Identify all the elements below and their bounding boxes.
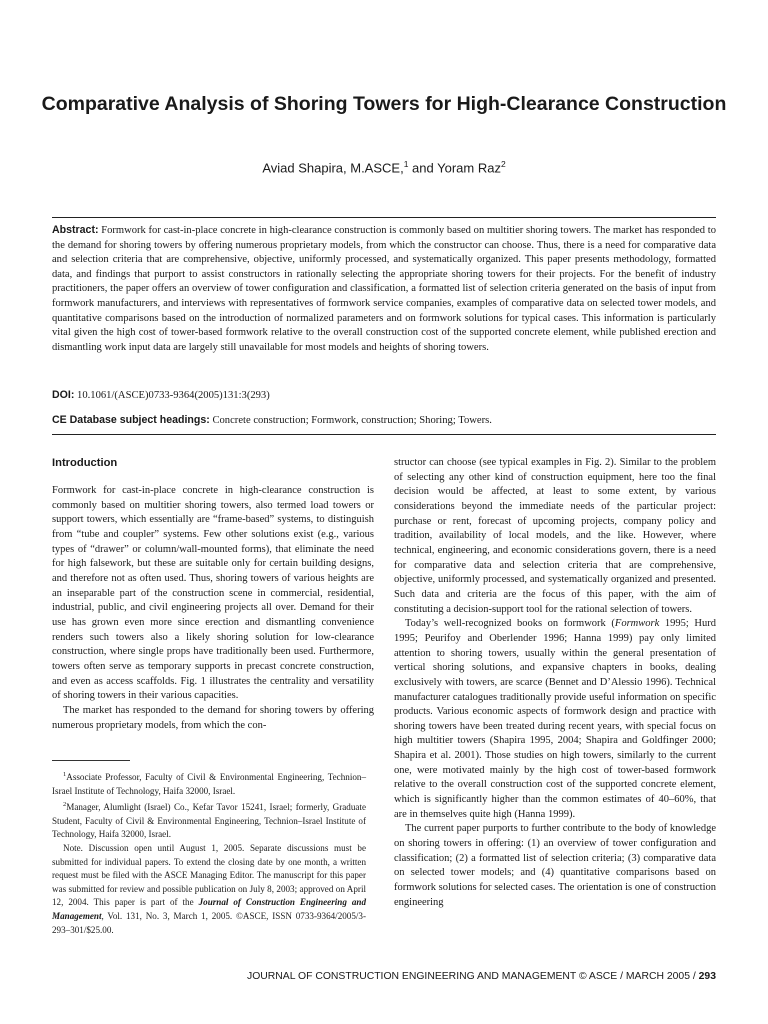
footnote: $^2$Manager, Alumlight (Israel) Co., Kefar Tavor 15241, Israel; formerly, Graduate Student, Faculty of Civil & Environmental Engineering, Technion–Israel Institute of Technology, Haifa 32000, Israel. [52,801,366,840]
doi-line [52,388,716,403]
author-connector: and [408,160,438,176]
body-paragraph: Today’s well-recognized books on formwork (Formwork 1995; Hurd 1995; Peurifoy and Oberlender 1996; Hanna 1999) pay only limited attention to shoring towers, usually within the general presentation of vertical shoring solutions, and expansive chapters in books, dealing exclusively with towers, are scarce (Bennet and D’Alessio 1996). Technical manufacturer catalogues traditionally provide useful information on specific products. Various economic aspects of formwork design and practice with shoring towers have been treated during recent years, with special focus on high multitier towers (Shapira 1995, 2004; Shapira and Goldfinger 2000; Shapira et al. 2001). Those studies on high towers, similarly to the current one, were motivated mainly by the high cost of tower-based formwork relative to the overall construction cost of the supported concrete element, which is significantly higher than the common estimates of 40–60%, that are in themselves quite high (Hanna 1999). [394,618,717,820]
running-footer [52,970,716,983]
affiliation-marker: 1 [403,159,409,169]
left-column [52,456,374,733]
doi-value: 10.1061/(ASCE)0733-9364(2005)131:3(293) [77,390,270,401]
footnote-marker: 2 [63,801,67,809]
journal-name: Journal of Construction Engineering and Management [52,897,366,921]
footnote: $^1$Associate Professor, Faculty of Civil & Environmental Engineering, Technion–Israel Institute of Technology, Haifa 32000, Israel. [52,771,366,796]
footnotes [52,768,366,937]
abstract-label: Abstract: [52,224,99,236]
subject-headings-value: Concrete construction; Formwork, construction; Shoring; Towers. [212,415,492,426]
footnote-note: Note. Discussion open until August 1, 2005. Separate discussions must be submitted for individual papers. To extend the closing date by one month, a written request must be filed with the ASCE Managing Editor. The manuscript for this paper was submitted for review and possible publication on July 8, 2003; approved on April 12, 2004. This paper is part of the Journal of Construction Engineering and Management, Vol. 131, No. 3, March 1, 2005. ©ASCE, ISSN 0733-9364/2005/3-293–301/$25.00. [52,843,366,935]
doi-label: DOI: [52,389,75,401]
body-paragraph: Formwork for cast-in-place concrete in high-clearance construction is commonly based on multitier shoring towers, also termed load towers or support towers, which essentially are “frame-based” systems, to distinguish from “tube and coupler” systems. Few other solutions exist (e.g., various types of “drawer” or column/wall-mounted forms), that eliminate the need for high falsework, but these are suitable only for certain building designs, and therefore not as often used. Thus, shoring towers of various heights are an inseparable part of the construction scene in commercial, residential, industrial, public, and civil engineering projects all over. Demand for their use has grown even more since erection and dismantling convenience renders such towers also a likely shoring solution for low-clearance construction, where single props have traditionally been used. Furthermore, towers often serve as temporary supports in precast concrete construction, and even as access scaffolds. Fig. 1 illustrates the centrality and versatility of shoring towers in their various capacities. [52,485,374,702]
right-column [394,456,716,910]
affiliation-marker: 2 [500,159,506,169]
body-paragraph: The market has responded to the demand for shoring towers by offering numerous proprietary models, from which the con- [52,704,374,731]
body-paragraph: structor can choose (see typical examples in Fig. 2). Similar to the problem of selecting any other kind of construction equipment, here too the final decision would be affected, at least to some extent, by various considerations beyond the immediate needs of the particular project: purchase or rent, forecast of upcoming projects, company policy and tradition, availability of local models, and the like. However, where technical, engineering, and economic considerations govern, there is a need for comparative data and selection criteria that are comprehensive, objective, uniformly processed, and systematically organized and presented. Such data and criteria are the focus of this paper, with the aim of constituting a decision-support tool for the rational selection of towers. [394,457,716,615]
author-line [40,155,728,177]
footnote-marker: 1 [63,771,67,778]
subject-headings-label: CE Database subject headings: [52,414,210,426]
author-name: Aviad Shapira, M.ASCE, [262,160,404,176]
body-paragraph: The current paper purports to further contribute to the body of knowledge on shoring towers in offering: (1) an overview of tower configuration and classification; (2) a formatted list of selection criteria; (3) comparative data on selected tower models; and (4) quantitative comparisons based on formwork solutions for selected cases. The orientation is one of construction engineering [394,823,716,908]
abstract-text: Formwork for cast-in-place concrete in high-clearance construction is commonly based on multitier shoring towers. The market has responded to the demand for shoring towers by offering numerous proprietary models, from which the constructor can choose. Thus, there is a need for comparative data and selection criteria that are comprehensive, objective, uniformly processed, and systematically organized. This paper presents methodology, formatted data, and findings that purport to assist constructors in rationally selecting the appropriate shoring towers for their projects. For the benefit of industry practitioners, the paper offers an overview of tower configuration and classification, a formatted list of selection criteria generated on the basis of input from formwork manufacturers, and interviews with representatives of formwork service companies, examples of comparative data on selected tower models, and quantitative comparisons based on the introduction of normalized parameters and on formwork solutions for typical cases. This information is particularly vital given the high cost of tower-based formwork relative to the overall construction cost of the supported concrete element, while published erection and dismantling work input data are largely still unavailable for most models and heights of shoring towers. [52,225,716,353]
divider [52,217,716,218]
citation-italic: Formwork [614,618,660,630]
footnote-divider [52,760,130,761]
page-number: 293 [698,971,716,982]
subject-headings-line [52,413,716,428]
section-heading: Introduction [52,457,118,469]
abstract [52,223,716,355]
journal-footer-text: JOURNAL OF CONSTRUCTION ENGINEERING AND MANAGEMENT © ASCE / MARCH 2005 / [247,971,699,982]
paper-title: Comparative Analysis of Shoring Towers for High-Clearance Construction [41,93,727,115]
divider [52,434,716,435]
author-name: Yoram Raz [437,160,501,176]
